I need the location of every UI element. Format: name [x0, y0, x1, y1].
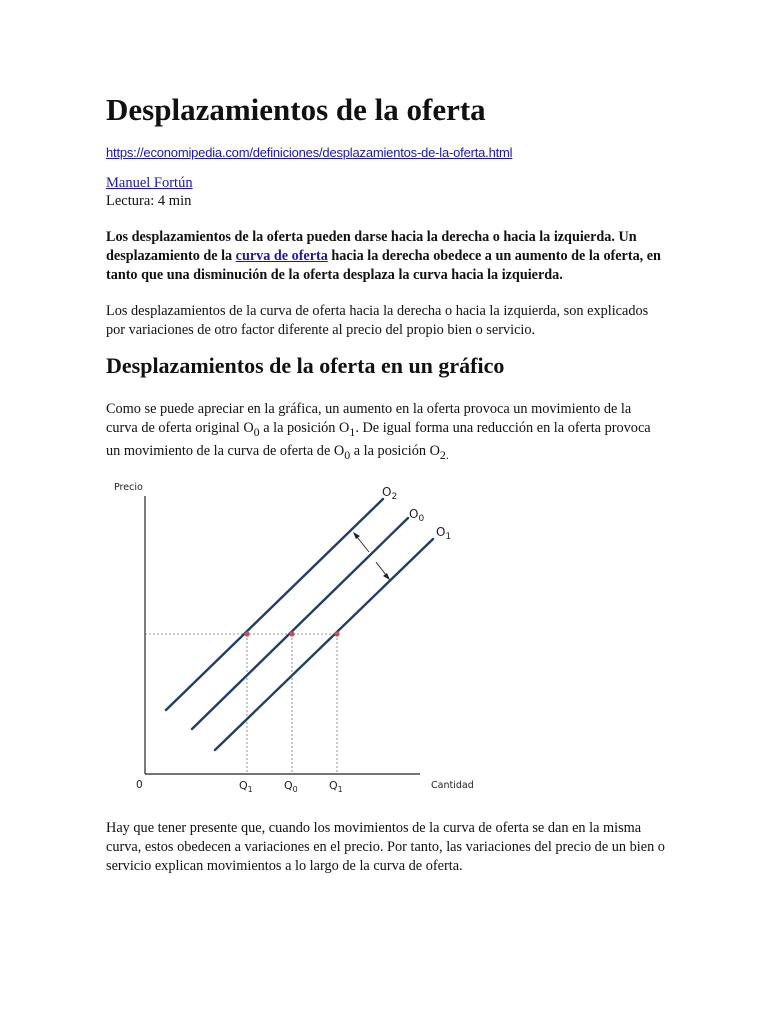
supply-curve-link[interactable]: curva de oferta: [235, 248, 328, 264]
page-title: Desplazamientos de la oferta: [106, 92, 486, 127]
shift-arrow-right: [376, 562, 386, 575]
lead-text-2: hacia la derecha obedece a un aumento de la oferta, en tanto que una disminución de la oferta desplaza la curva hacia la izquierda.: [106, 248, 661, 283]
curve-label-o1: $O_1$: [436, 525, 452, 542]
x-tick-label: $Q_0$: [284, 779, 298, 794]
lead-paragraph: [106, 228, 666, 285]
supply-curve-o1: [215, 539, 433, 750]
shift-arrowhead-left: [353, 532, 360, 539]
shift-arrowhead-right: [383, 573, 390, 580]
y-axis-label: Precio: [114, 482, 143, 493]
paragraph-intro: Los desplazamientos de la curva de oferta hacia la derecha o hacia la izquierda, son explicados por variaciones de otro factor diferente al precio del propio bien o servicio.: [106, 303, 649, 338]
equilibrium-point-o1: [334, 631, 339, 636]
reading-time: Lectura: 4 min: [106, 193, 192, 209]
equilibrium-point-o0: [289, 631, 294, 636]
curve-label-o2: $O_2$: [382, 485, 398, 502]
supply-shift-chart: [114, 478, 480, 803]
supply-curve-o2: [166, 499, 383, 710]
x-axis-label: Cantidad: [431, 780, 474, 791]
paragraph-graph-explanation: Como se puede apreciar en la gráfica, un aumento en la oferta provoca un movimiento de la curva de oferta original $O_0$ a la posición $O_1$. De igual forma una reducción en la oferta provoca un movimiento de la curva de oferta de $O_0$ a la posición $O_{2.}$: [106, 401, 651, 462]
source-link[interactable]: https://economipedia.com/definiciones/desplazamientos-de-la-oferta.html: [106, 145, 513, 160]
equilibrium-point-o2: [244, 631, 249, 636]
x-tick-label: $Q_1$: [329, 779, 343, 794]
paragraph-conclusion: Hay que tener presente que, cuando los movimientos de la curva de oferta se dan en la misma curva, estos obedecen a variaciones en el precio. Por tanto, las variaciones del precio de un bien o servicio explican movimientos a lo largo de la curva de oferta.: [106, 820, 665, 874]
lead-text-1: Los desplazamientos de la oferta pueden darse hacia la derecha o hacia la izquierda. Un desplazamiento de la: [106, 229, 637, 264]
shift-arrow-left: [357, 537, 369, 552]
x-tick-label: $Q_1$: [239, 779, 253, 794]
origin-label: 0: [136, 779, 143, 791]
section-title: Desplazamientos de la oferta en un gráfico: [106, 353, 505, 378]
curve-label-o0: $O_0$: [409, 507, 425, 524]
author-link[interactable]: Manuel Fortún: [106, 175, 193, 191]
supply-curve-o0: [192, 518, 408, 729]
